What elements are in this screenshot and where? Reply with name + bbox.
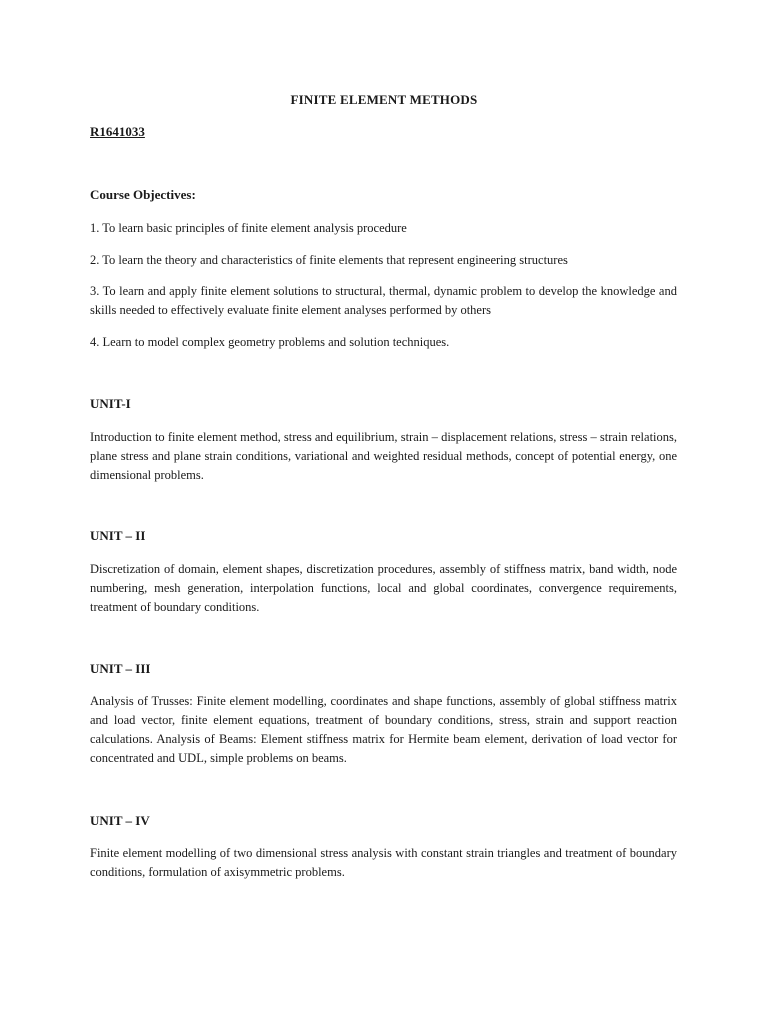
objective-item: 3. To learn and apply finite element solutions to structural, thermal, dynamic problem to develop the knowledge and skills needed to effectively evaluate finite element analyses performed by others [90,284,677,317]
objective-item: 2. To learn the theory and characteristics of finite elements that represent engineering structures [90,253,568,267]
unit-body: Introduction to finite element method, stress and equilibrium, strain – displacement relations, stress – strain relations, plane stress and plane strain conditions, variational and weighted residual methods, concept of potential energy, one dimensional problems. [90,430,677,482]
document-title: FINITE ELEMENT METHODS [290,92,478,107]
objective-item: 4. Learn to model complex geometry problems and solution techniques. [90,335,450,349]
unit-body: Analysis of Trusses: Finite element modelling, coordinates and shape functions, assembly of global stiffness matrix and load vector, finite element equations, treatment of boundary conditions, stress, strain and support reaction calculations. Analysis of Beams: Element stiffness matrix for Hermite beam element, derivation of load vector for concentrated and UDL, simple problems on beams. [90,694,677,765]
unit-body: Finite element modelling of two dimensional stress analysis with constant strain triangles and treatment of boundary conditions, formulation of axisymmetric problems. [90,846,677,879]
unit-heading: UNIT-I [90,396,131,411]
objective-item: 1. To learn basic principles of finite element analysis procedure [90,221,407,235]
course-code: R1641033 [90,124,145,139]
unit-heading: UNIT – II [90,528,146,543]
unit-heading: UNIT – III [90,661,151,676]
unit-heading: UNIT – IV [90,813,150,828]
objectives-heading: Course Objectives: [90,187,196,202]
unit-body: Discretization of domain, element shapes, discretization procedures, assembly of stiffness matrix, band width, node numbering, mesh generation, interpolation functions, local and global coordinates, convergence requirements, treatment of boundary conditions. [90,562,677,614]
